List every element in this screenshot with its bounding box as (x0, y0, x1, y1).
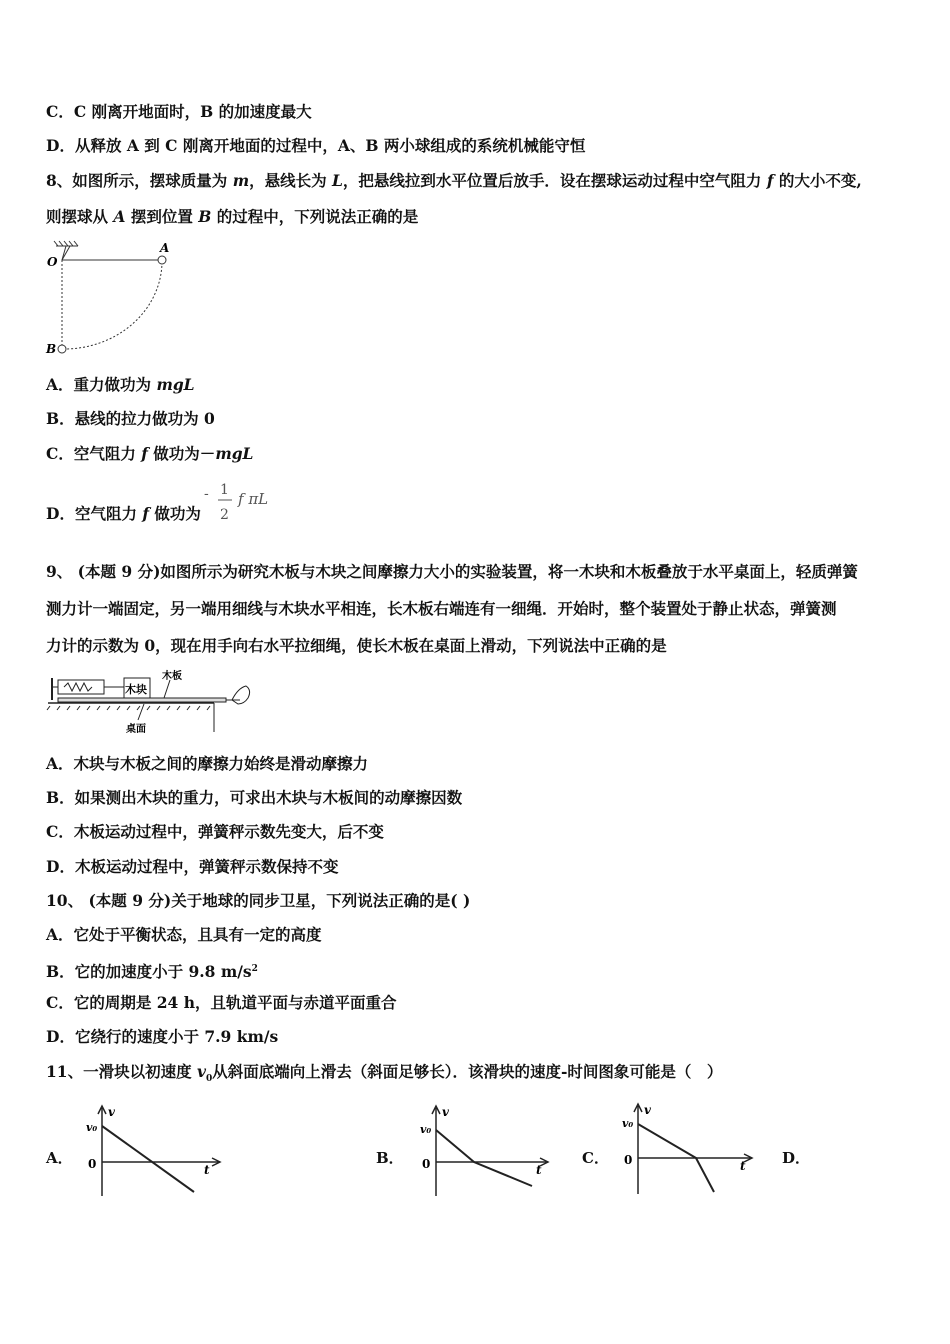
q10-option-c: C．它的周期是 24 h，且轨道平面与赤道平面重合 (46, 993, 397, 1012)
option-text: 做功为 (149, 504, 201, 523)
hatch (59, 241, 63, 246)
origin-label: 0 (88, 1157, 97, 1171)
q10-option-b (46, 959, 258, 982)
origin-label: 0 (624, 1153, 633, 1167)
origin-label: 0 (422, 1157, 431, 1171)
q8-stem-text: 的过程中，下列说法正确的是 (211, 207, 419, 226)
hatch (54, 241, 58, 246)
q9-stem-line1: 9、 (本题 9 分)如图所示为研究木板与木块之间摩擦力大小的实验装置，将一木块和木板叠放于水平桌面上，轻质弹簧 (46, 562, 858, 581)
swing-arc (66, 262, 162, 349)
vt-graph-a (84, 1100, 230, 1200)
q10-option-d: D．它绕行的速度小于 7.9 km/s (46, 1027, 279, 1046)
option-var-f: f (141, 444, 148, 463)
q8-var-L: L (332, 171, 343, 190)
fraction-expression (200, 478, 280, 526)
graph-c-label: C． (582, 1149, 609, 1167)
graph-a-label: A． (46, 1149, 73, 1167)
q8-stem-line1 (46, 171, 862, 191)
q11-stem (46, 1062, 722, 1089)
f-pi-L: f πL (238, 490, 269, 508)
label-B: B (46, 342, 57, 356)
pendulum-figure (44, 238, 184, 360)
option-expr: mgL (215, 444, 254, 463)
q7-option-d: D．从释放 A 到 C 刚离开地面的过程中，A、B 两小球组成的系统机械能守恒 (46, 136, 586, 155)
axis-t-label: t (740, 1159, 746, 1173)
q8-option-c (46, 444, 253, 464)
hatch (74, 241, 78, 246)
v0-label: v₀ (420, 1123, 432, 1136)
axis-v-label: v (644, 1103, 651, 1117)
stem-text: 11、一滑块以初速度 (46, 1062, 197, 1081)
q9-stem-line3: 力计的示数为 0，现在用手向右水平拉细绳，使长木板在桌面上滑动，下列说法中正确的是 (46, 636, 667, 655)
table-label: 桌面 (126, 724, 146, 735)
minus-sign: - (204, 486, 209, 502)
q9-option-d: D．木板运动过程中，弹簧秤示数保持不变 (46, 857, 339, 876)
option-expr: mgL (156, 375, 195, 394)
graph-d-label: D． (782, 1149, 811, 1167)
hand-icon (232, 686, 250, 704)
q8-var-m: m (232, 171, 250, 190)
axis-v-label: v (108, 1105, 115, 1119)
support-rod (62, 246, 66, 260)
q8-stem-text: 摆到位置 (125, 207, 199, 226)
table-hatching (47, 706, 210, 710)
option-text: D．空气阻力 (46, 504, 143, 523)
var-v: v (196, 1062, 206, 1081)
option-text: B．它的加速度小于 9.8 m/s (46, 962, 252, 982)
q8-stem-text: 8、如图所示，摆球质量为 (46, 171, 233, 190)
table-pointer (138, 704, 144, 720)
option-text: C．空气阻力 (46, 444, 142, 463)
option-text: A．重力做功为 (46, 375, 157, 394)
hatch (69, 241, 73, 246)
q10-stem: 10、 (本题 9 分)关于地球的同步卫星，下列说法正确的是( ) (46, 891, 471, 910)
bob-at-A (158, 256, 166, 264)
denominator: 2 (220, 507, 229, 523)
numerator: 1 (220, 482, 229, 498)
q8-var-B: B (198, 207, 212, 226)
q8-var-A: A (113, 207, 126, 226)
q7-option-c: C．C 刚离开地面时，B 的加速度最大 (46, 102, 312, 121)
q8-stem-text: ，把悬线拉到水平位置后放手．设在摆球运动过程中空气阻力 (342, 171, 767, 190)
graph-b-label: B． (376, 1149, 404, 1167)
vt-graph-b (418, 1100, 564, 1200)
q8-stem-text: 则摆球从 (46, 207, 114, 226)
long-board (58, 698, 226, 702)
friction-apparatus-figure (44, 668, 254, 738)
option-text: 做功为－ (147, 444, 216, 463)
stem-text: 从斜面底端向上滑去（斜面足够长）．该滑块的速度-时间图象可能是（ ） (212, 1062, 723, 1081)
q9-option-c: C．木板运动过程中，弹簧秤示数先变大，后不变 (46, 822, 384, 841)
axis-t-label: t (536, 1163, 542, 1177)
q8-option-d (46, 504, 201, 524)
bob-at-B (58, 345, 66, 353)
spring-coil (64, 683, 92, 691)
q8-var-f: f (766, 171, 774, 190)
superscript: 2 (251, 964, 258, 974)
v0-label: v₀ (86, 1121, 98, 1134)
axis-t-label: t (204, 1163, 210, 1177)
option-var-f: f (142, 504, 150, 523)
q10-option-a: A．它处于平衡状态，且具有一定的高度 (46, 925, 322, 944)
subscript: 0 (205, 1074, 213, 1085)
support-rod (62, 246, 70, 260)
label-A: A (160, 241, 170, 255)
axis-v-label: v (442, 1105, 449, 1119)
q8-option-a (46, 375, 195, 395)
graph-line (102, 1126, 194, 1192)
q8-stem-text: 的大小不变, (773, 171, 862, 190)
graph-line (436, 1130, 532, 1186)
vt-graph-c (620, 1096, 760, 1200)
block-label: 木块 (125, 683, 147, 696)
q8-stem-line2 (46, 207, 418, 227)
label-O: O (47, 255, 58, 269)
q8-option-b: B．悬线的拉力做功为 0 (46, 409, 215, 428)
v0-label: v₀ (622, 1117, 634, 1130)
q9-stem-line2: 测力计一端固定，另一端用细线与木块水平相连，长木板右端连有一细绳．开始时，整个装置处于静止状态，弹簧测 (46, 599, 837, 618)
q9-option-b: B．如果测出木块的重力，可求出木块与木板间的动摩擦因数 (46, 788, 463, 807)
q9-option-a: A．木块与木板之间的摩擦力始终是滑动摩擦力 (46, 754, 369, 773)
hatch (64, 241, 68, 246)
board-label: 木板 (162, 671, 182, 682)
q8-stem-text: ，悬线长为 (249, 171, 332, 190)
board-pointer (164, 680, 170, 698)
spring-scale (58, 680, 104, 694)
